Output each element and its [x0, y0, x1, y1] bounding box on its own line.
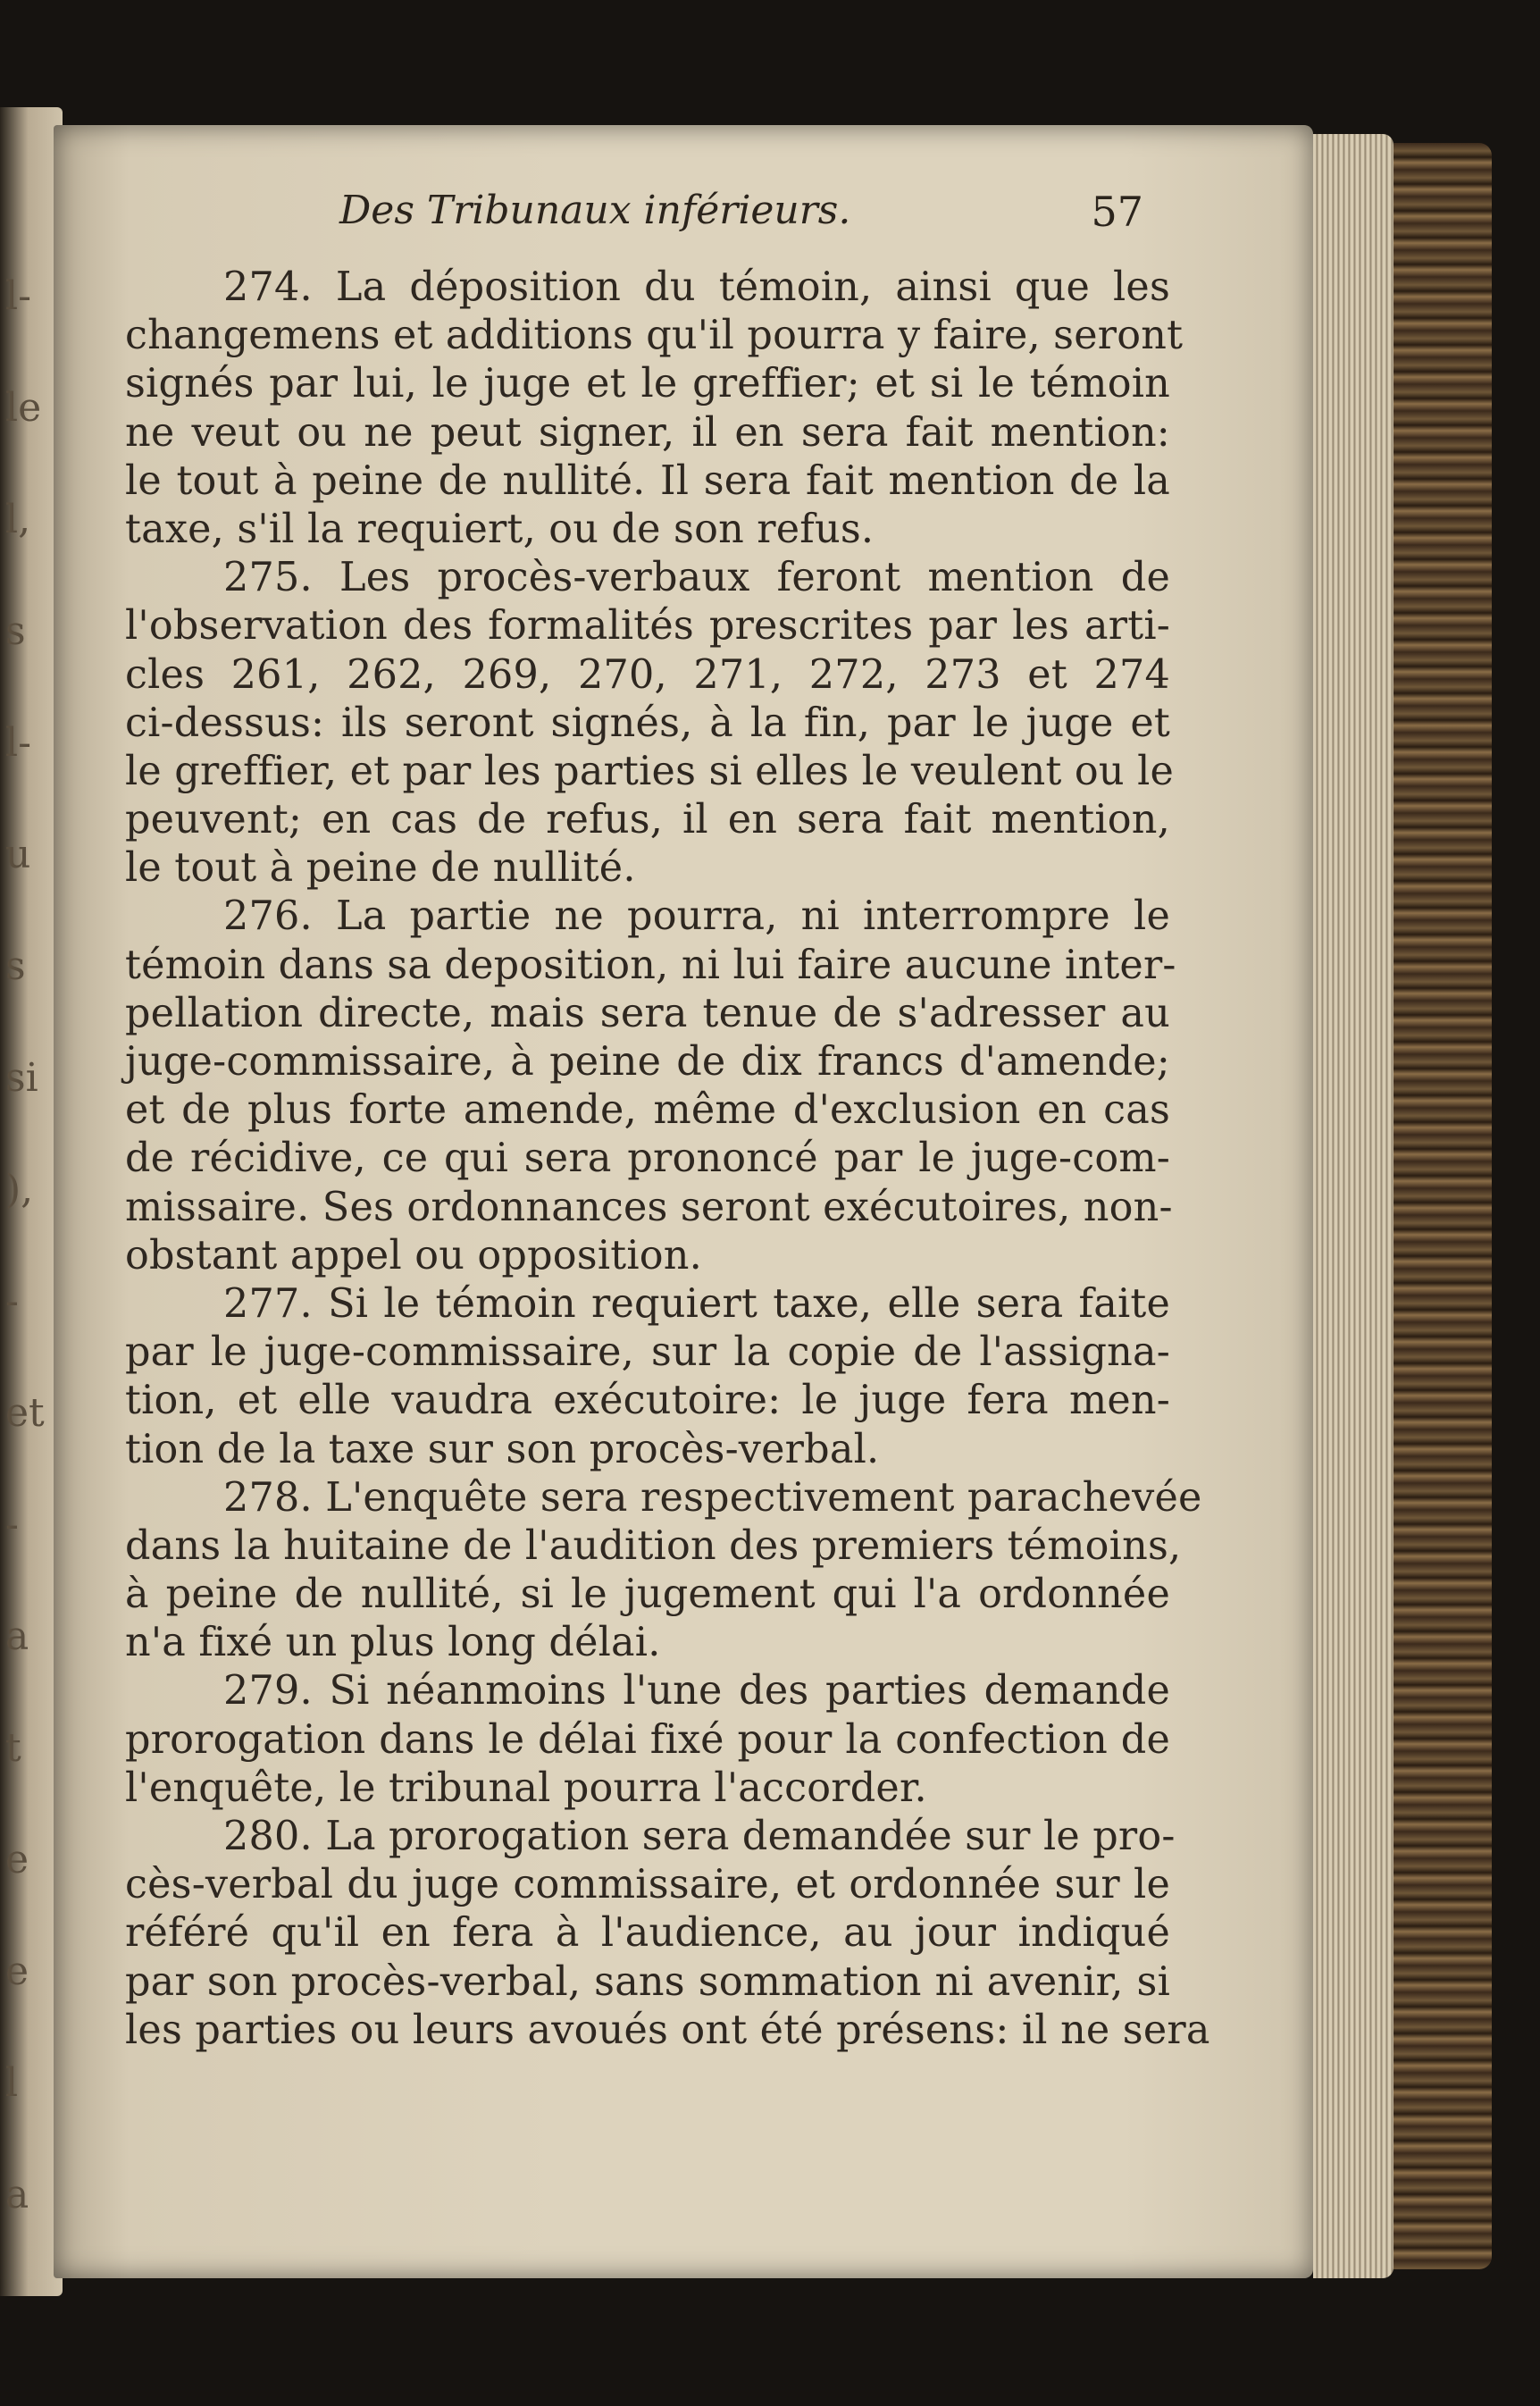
text-line: de récidive, ce qui sera prononcé par le juge-com- — [125, 1136, 1170, 1182]
text-line: 277. Si le témoin requiert taxe, elle sera faite — [223, 1280, 1170, 1327]
margin-fragment: l — [5, 2060, 19, 2106]
margin-fragment: le — [5, 385, 42, 431]
text-line: 280. La prorogation sera demandée sur le pro- — [223, 1814, 1176, 1859]
text-line: dans la huitaine de l'audition des premiers témoins, — [125, 1522, 1182, 1569]
text-line: l'enquête, le tribunal pourra l'accorder. — [125, 1765, 927, 1811]
text-line: cès-verbal du juge commissaire, et ordonnée sur le — [125, 1862, 1170, 1908]
margin-fragment: s — [5, 943, 26, 989]
margin-fragment: u — [5, 832, 31, 877]
text-line: à peine de nullité, si le jugement qui l'a ordonnée — [125, 1572, 1170, 1618]
text-line: le tout à peine de nullité. Il sera fait mention de la — [125, 457, 1170, 504]
text-line: pellation directe, mais sera tenue de s'adresser au — [125, 990, 1170, 1036]
text-line: taxe, s'il la requiert, ou de son refus. — [125, 506, 875, 552]
text-line: juge-commissaire, à peine de dix francs d'amende; — [125, 1039, 1170, 1085]
text-line: ci-dessus: ils seront signés, à la fin, par le juge et — [125, 700, 1170, 746]
text-line: témoin dans sa deposition, ni lui faire aucune inter- — [125, 942, 1176, 988]
margin-fragment: ), — [5, 1167, 34, 1212]
text-line: 274. La déposition du témoin, ainsi que les — [223, 264, 1170, 310]
text-line: par le juge-commissaire, sur la copie de l'assigna- — [125, 1329, 1170, 1376]
text-line: référé qu'il en fera à l'audience, au jour indiqué — [125, 1910, 1170, 1957]
margin-fragment: si — [5, 1055, 38, 1101]
page-header — [179, 188, 1143, 241]
text-line: n'a fixé un plus long délai. — [125, 1620, 661, 1666]
margin-fragment: - — [5, 1502, 19, 1547]
book-cover-edge — [1394, 143, 1492, 2269]
text-line: peuvent; en cas de refus, il en sera fait mention, — [125, 797, 1170, 843]
margin-fragment: l, — [5, 497, 31, 542]
text-line: l'observation des formalités prescrites par les arti- — [125, 603, 1170, 650]
margin-fragment: - — [5, 1278, 19, 1324]
text-line: 279. Si néanmoins l'une des parties demande — [223, 1668, 1170, 1714]
margin-fragment: l- — [5, 273, 31, 319]
margin-fragment: e — [5, 1949, 29, 1994]
margin-fragment: t — [5, 1725, 21, 1771]
page-block-edges — [1313, 134, 1394, 2278]
margin-fragment: l- — [5, 720, 31, 766]
text-line: ne veut ou ne peut signer, il en sera fait mention: — [125, 409, 1170, 456]
body-text — [125, 264, 1210, 2055]
text-line: tion, et elle vaudra exécutoire: le juge fera men- — [125, 1378, 1170, 1424]
text-line: 278. L'enquête sera respectivement parachevée — [223, 1474, 1202, 1521]
text-line: changemens et additions qu'il pourra y faire, seront — [125, 313, 1184, 359]
text-line: 275. Les procès-verbaux feront mention de — [223, 555, 1170, 601]
text-line: cles 261, 262, 269, 270, 271, 272, 273 et 274 — [125, 651, 1170, 698]
text-line: le tout à peine de nullité. — [125, 845, 636, 892]
margin-fragment: e — [5, 1837, 29, 1882]
margin-fragment: s — [5, 608, 26, 654]
text-line: 276. La partie ne pourra, ni interrompre le — [223, 893, 1170, 940]
text-line: les parties ou leurs avoués ont été présens: il ne sera — [125, 2007, 1210, 2053]
text-line: et de plus forte amende, même d'exclusion en cas — [125, 1087, 1170, 1134]
margin-fragment: a — [5, 1614, 29, 1659]
text-line: obstant appel ou opposition. — [125, 1232, 702, 1278]
page-number: 57 — [1091, 188, 1143, 236]
text-line: signés par lui, le juge et le greffier; et si le témoin — [125, 361, 1170, 407]
text-line: missaire. Ses ordonnances seront exécutoires, non- — [125, 1184, 1173, 1230]
running-head: Des Tribunaux inférieurs. — [339, 188, 851, 233]
margin-fragment: a — [5, 2172, 29, 2217]
margin-fragment: et — [5, 1390, 45, 1436]
text-line: le greffier, et par les parties si elles le veulent ou le — [125, 748, 1175, 794]
text-line: par son procès-verbal, sans sommation ni avenir, si — [125, 1958, 1170, 2005]
text-line: prorogation dans le délai fixé pour la confection de — [125, 1716, 1170, 1763]
text-line: tion de la taxe sur son procès-verbal. — [125, 1426, 880, 1472]
